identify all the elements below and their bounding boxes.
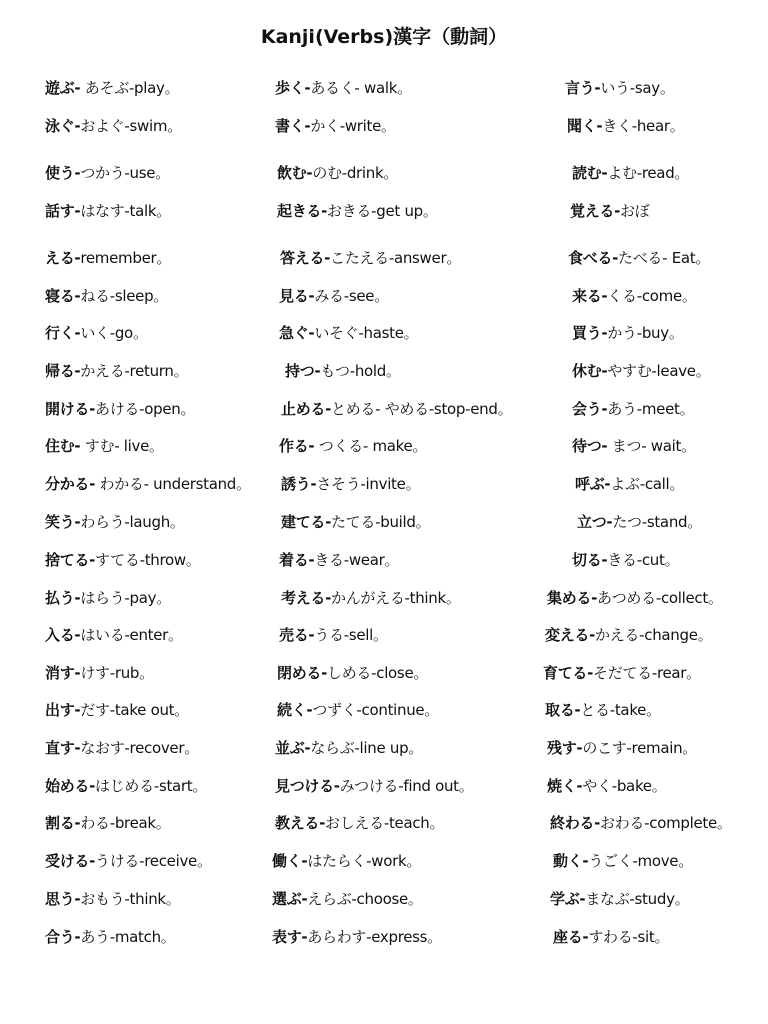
reading-meaning: よぶ-call。: [610, 475, 685, 493]
verb-row: [0, 323, 768, 351]
reading-meaning: かんがえる-think。: [331, 589, 461, 607]
verb-entry: [45, 116, 182, 136]
verb-entry: [45, 474, 251, 494]
kanji-verb: 分かる-: [45, 475, 96, 493]
kanji-verb: 答える-: [280, 249, 331, 267]
verb-entry: [275, 116, 396, 136]
kanji-verb: 寝る-: [45, 287, 81, 305]
verb-entry: [570, 201, 649, 221]
reading-meaning: まつ- wait。: [607, 437, 696, 455]
reading-meaning: のむ-drink。: [312, 164, 399, 182]
verb-entry: [45, 163, 170, 183]
verb-entry: [285, 361, 401, 381]
kanji-verb: 閉める-: [277, 664, 328, 682]
kanji-verb: 買う-: [572, 324, 608, 342]
kanji-verb: 学ぶ-: [550, 890, 586, 908]
kanji-verb: 並ぶ-: [275, 739, 311, 757]
reading-meaning: きる-wear。: [314, 551, 400, 569]
kanji-verb: 起きる-: [277, 202, 328, 220]
verb-row: [0, 512, 768, 540]
verb-entry: [45, 248, 171, 268]
kanji-verb: 表す-: [272, 928, 308, 946]
verb-entry: [572, 286, 697, 306]
verb-entry: [567, 116, 684, 136]
verb-entry: [543, 663, 701, 683]
kanji-verb: 言う-: [565, 79, 601, 97]
reading-meaning: さそう-invite。: [316, 475, 421, 493]
reading-meaning: うける-receive。: [95, 852, 212, 870]
verb-row: [0, 474, 768, 502]
reading-meaning: おわる-complete。: [600, 814, 732, 832]
verb-entry: [45, 588, 171, 608]
kanji-verb: 残す-: [547, 739, 583, 757]
reading-meaning: きく-hear。: [602, 117, 685, 135]
kanji-verb: 変える-: [545, 626, 596, 644]
verb-entry: [275, 738, 423, 758]
kanji-verb: 飲む-: [277, 164, 313, 182]
verb-entry: [547, 738, 697, 758]
verb-entry: [275, 78, 412, 98]
verb-entry: [572, 550, 679, 570]
verb-entry: [45, 361, 188, 381]
verb-entry: [45, 512, 185, 532]
kanji-verb: 遊ぶ-: [45, 79, 81, 97]
kanji-verb: 帰る-: [45, 362, 81, 380]
reading-meaning: あつめる-collect。: [597, 589, 723, 607]
verb-entry: [45, 813, 171, 833]
kanji-verb: 動く-: [553, 852, 589, 870]
verb-entry: [45, 700, 189, 720]
reading-meaning: しめる-close。: [327, 664, 429, 682]
reading-meaning: こたえる-answer。: [330, 249, 462, 267]
kanji-verb: 捨てる-: [45, 551, 96, 569]
kanji-verb: 建てる-: [281, 513, 332, 531]
reading-meaning: かう-buy。: [607, 324, 684, 342]
verb-entry: [45, 78, 179, 98]
reading-meaning: まなぶ-study。: [585, 890, 690, 908]
verb-row: [0, 361, 768, 389]
reading-meaning: かえる-change。: [595, 626, 713, 644]
verb-entry: [277, 663, 428, 683]
verb-entry: [565, 78, 675, 98]
kanji-verb: 入る-: [45, 626, 81, 644]
verb-entry: [553, 927, 669, 947]
verb-row: [0, 201, 768, 229]
kanji-verb: 座る-: [553, 928, 589, 946]
verb-row: [0, 248, 768, 276]
kanji-verb: 割る-: [45, 814, 81, 832]
reading-meaning: ならぶ-line up。: [310, 739, 424, 757]
kanji-verb: 払う-: [45, 589, 81, 607]
kanji-verb: 話す-: [45, 202, 81, 220]
reading-meaning: つかう-use。: [80, 164, 170, 182]
kanji-verb: 見つける-: [275, 777, 340, 795]
verb-entry: [545, 625, 712, 645]
reading-meaning: はたらく-work。: [307, 852, 422, 870]
kanji-verb: 選ぶ-: [272, 890, 308, 908]
verb-row: [0, 550, 768, 578]
reading-meaning: あう-meet。: [607, 400, 695, 418]
verb-entry: [45, 889, 181, 909]
verb-row: [0, 399, 768, 427]
verb-entry: [568, 248, 710, 268]
kanji-verb: 続く-: [277, 701, 313, 719]
verb-row: [0, 700, 768, 728]
verb-entry: [45, 927, 175, 947]
verb-entry: [272, 851, 421, 871]
verb-row: [0, 851, 768, 879]
reading-meaning: うる-sell。: [314, 626, 388, 644]
verb-entry: [280, 248, 461, 268]
kanji-verb: 教える-: [275, 814, 326, 832]
verb-entry: [281, 399, 512, 419]
verb-entry: [272, 889, 423, 909]
verb-entry: [45, 663, 154, 683]
verb-entry: [550, 889, 689, 909]
kanji-verb: 立つ-: [577, 513, 613, 531]
reading-meaning: のこす-remain。: [582, 739, 697, 757]
kanji-verb: 休む-: [572, 362, 608, 380]
reading-meaning: たてる-build。: [331, 513, 431, 531]
verb-row: [0, 163, 768, 191]
kanji-verb: 受ける-: [45, 852, 96, 870]
reading-meaning: やすむ-leave。: [607, 362, 711, 380]
verb-entry: [45, 286, 168, 306]
kanji-verb: 育てる-: [543, 664, 594, 682]
reading-meaning: いく-go。: [80, 324, 148, 342]
reading-meaning: えらぶ-choose。: [307, 890, 423, 908]
reading-meaning: おもう-think。: [80, 890, 181, 908]
reading-meaning: すわる-sit。: [588, 928, 670, 946]
reading-meaning: すむ- live。: [80, 437, 164, 455]
verb-entry: [45, 550, 201, 570]
verb-row: [0, 286, 768, 314]
verb-entry: [279, 286, 389, 306]
verb-entry: [279, 625, 388, 645]
kanji-verb: 消す-: [45, 664, 81, 682]
verb-entry: [45, 776, 207, 796]
verb-row: [0, 813, 768, 841]
reading-meaning: とめる- やめる-stop-end。: [331, 400, 513, 418]
verb-entry: [281, 474, 420, 494]
kanji-verb: 始める-: [45, 777, 96, 795]
reading-meaning: おぼ: [620, 202, 650, 220]
reading-meaning: あらわす-express。: [307, 928, 442, 946]
verb-row: [0, 776, 768, 804]
reading-meaning: remember。: [80, 249, 172, 267]
kanji-verb: 泳ぐ-: [45, 117, 81, 135]
verb-row: [0, 588, 768, 616]
kanji-verb: 来る-: [572, 287, 608, 305]
kanji-verb: 持つ-: [285, 362, 321, 380]
reading-meaning: とる-take。: [580, 701, 661, 719]
kanji-verb: 取る-: [545, 701, 581, 719]
kanji-verb: 思う-: [45, 890, 81, 908]
reading-meaning: わかる- understand。: [95, 475, 251, 493]
reading-meaning: つくる- make。: [314, 437, 428, 455]
verb-entry: [277, 700, 439, 720]
verb-entry: [277, 201, 438, 221]
verb-entry: [45, 851, 212, 871]
reading-meaning: うごく-move。: [588, 852, 693, 870]
verb-entry: [275, 776, 473, 796]
reading-meaning: はなす-talk。: [80, 202, 171, 220]
verb-entry: [45, 201, 171, 221]
verb-row: [0, 625, 768, 653]
kanji-verb: 終わる-: [550, 814, 601, 832]
reading-meaning: すてる-throw。: [95, 551, 201, 569]
kanji-verb: 会う-: [572, 400, 608, 418]
reading-meaning: だす-take out。: [80, 701, 189, 719]
reading-meaning: くる-come。: [607, 287, 697, 305]
kanji-verb: 出す-: [45, 701, 81, 719]
kanji-verb: 作る-: [279, 437, 315, 455]
kanji-verb: 切る-: [572, 551, 608, 569]
verb-entry: [553, 851, 693, 871]
kanji-verb: 急ぐ-: [279, 324, 315, 342]
reading-meaning: いそぐ-haste。: [314, 324, 419, 342]
verb-entry: [279, 550, 399, 570]
kanji-verb: 見る-: [279, 287, 315, 305]
reading-meaning: みつける-find out。: [339, 777, 474, 795]
reading-meaning: あう-match。: [80, 928, 176, 946]
kanji-verb: 覚える-: [570, 202, 621, 220]
reading-meaning: あそぶ-play。: [80, 79, 180, 97]
reading-meaning: たべる- Eat。: [618, 249, 711, 267]
kanji-verb: 読む-: [572, 164, 608, 182]
reading-meaning: なおす-recover。: [80, 739, 199, 757]
verb-entry: [547, 588, 723, 608]
verb-entry: [45, 436, 164, 456]
reading-meaning: おきる-get up。: [327, 202, 438, 220]
verb-entry: [45, 738, 199, 758]
kanji-verb: 使う-: [45, 164, 81, 182]
verb-entry: [45, 323, 148, 343]
reading-meaning: おしえる-teach。: [325, 814, 445, 832]
kanji-verb: 食べる-: [568, 249, 619, 267]
reading-meaning: みる-see。: [314, 287, 389, 305]
kanji-verb: 焼く-: [547, 777, 583, 795]
reading-meaning: はらう-pay。: [80, 589, 171, 607]
verb-entry: [550, 813, 732, 833]
reading-meaning: たつ-stand。: [612, 513, 702, 531]
kanji-verb: 誘う-: [281, 475, 317, 493]
kanji-verb: 住む-: [45, 437, 81, 455]
kanji-verb: 考える-: [281, 589, 332, 607]
reading-meaning: あるく- walk。: [310, 79, 412, 97]
verb-entry: [572, 323, 684, 343]
verb-row: [0, 78, 768, 106]
kanji-verb: 直す-: [45, 739, 81, 757]
reading-meaning: いう-say。: [600, 79, 675, 97]
reading-meaning: そだてる-rear。: [593, 664, 701, 682]
verb-entry: [45, 399, 195, 419]
verb-entry: [577, 512, 702, 532]
verb-entry: [572, 361, 710, 381]
reading-meaning: やく-bake。: [582, 777, 667, 795]
verb-entry: [275, 813, 444, 833]
verb-entry: [545, 700, 661, 720]
reading-meaning: きる-cut。: [607, 551, 680, 569]
verb-row: [0, 738, 768, 766]
kanji-verb: 着る-: [279, 551, 315, 569]
kanji-verb: える-: [45, 249, 81, 267]
verb-entry: [575, 474, 684, 494]
kanji-verb: 笑う-: [45, 513, 81, 531]
reading-meaning: よむ-read。: [607, 164, 690, 182]
verb-entry: [572, 436, 696, 456]
verb-entry: [279, 436, 427, 456]
kanji-verb: 働く-: [272, 852, 308, 870]
reading-meaning: およぐ-swim。: [80, 117, 182, 135]
verb-row: [0, 663, 768, 691]
kanji-verb: 待つ-: [572, 437, 608, 455]
verb-entry: [279, 323, 418, 343]
verb-row: [0, 436, 768, 464]
reading-meaning: つずく-continue。: [312, 701, 440, 719]
kanji-verb: 行く-: [45, 324, 81, 342]
kanji-verb: 書く-: [275, 117, 311, 135]
verb-entry: [572, 399, 694, 419]
reading-meaning: かえる-return。: [80, 362, 189, 380]
reading-meaning: わる-break。: [80, 814, 171, 832]
reading-meaning: もつ-hold。: [320, 362, 401, 380]
reading-meaning: あける-open。: [95, 400, 196, 418]
reading-meaning: かく-write。: [310, 117, 396, 135]
verb-entry: [272, 927, 442, 947]
reading-meaning: けす-rub。: [80, 664, 154, 682]
kanji-verb: 聞く-: [567, 117, 603, 135]
kanji-verb: 合う-: [45, 928, 81, 946]
kanji-verb: 開ける-: [45, 400, 96, 418]
verb-entry: [572, 163, 689, 183]
verb-row: [0, 889, 768, 917]
verb-entry: [281, 512, 430, 532]
kanji-verb: 止める-: [281, 400, 332, 418]
verb-row: [0, 116, 768, 144]
verb-entry: [281, 588, 461, 608]
reading-meaning: はいる-enter。: [80, 626, 183, 644]
kanji-verb: 呼ぶ-: [575, 475, 611, 493]
verb-entry: [547, 776, 666, 796]
kanji-verb: 集める-: [547, 589, 598, 607]
kanji-verb: 歩く-: [275, 79, 311, 97]
reading-meaning: ねる-sleep。: [80, 287, 169, 305]
reading-meaning: わらう-laugh。: [80, 513, 185, 531]
verb-entry: [277, 163, 398, 183]
verb-entry: [45, 625, 183, 645]
reading-meaning: はじめる-start。: [95, 777, 208, 795]
verb-row: [0, 927, 768, 955]
kanji-verb: 売る-: [279, 626, 315, 644]
page-title: Kanji(Verbs)漢字（動詞）: [260, 26, 508, 48]
